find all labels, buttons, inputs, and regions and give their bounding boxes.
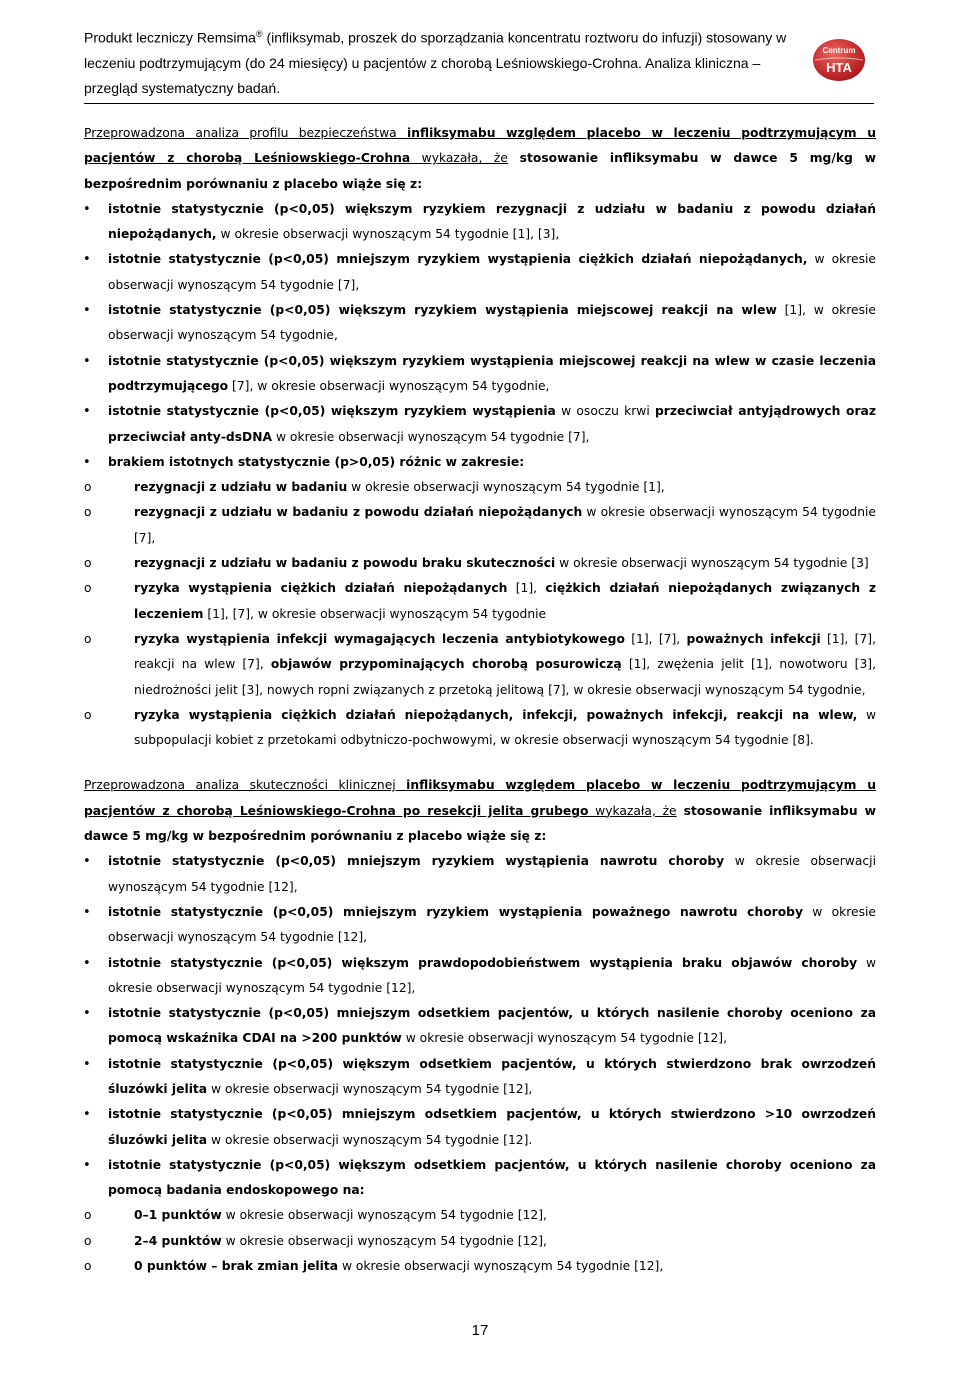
header-title: Produkt leczniczy Remsima bbox=[84, 29, 256, 46]
item-bold: objawów przypominających chorobą posurowiczą bbox=[270, 657, 622, 672]
item-bold: 0 punktów – brak zmian jelita bbox=[134, 1259, 339, 1274]
section2-intro bbox=[84, 773, 876, 849]
sub-list-item bbox=[84, 703, 876, 754]
item-bold: istotnie statystycznie (p<0,05) większym odsetkiem pacjentów, u których nasilenie choroby oceniono za pomocą badania endoskopowego na: bbox=[108, 1157, 876, 1198]
list-item bbox=[84, 951, 876, 1002]
sub-list-item bbox=[84, 1254, 876, 1279]
list-item bbox=[84, 1052, 876, 1103]
section1-list bbox=[84, 197, 876, 475]
item-bold: rezygnacji z udziału w badaniu z powodu działań niepożądanych bbox=[134, 505, 583, 520]
item-text: [7], w okresie obserwacji wynoszącym 54 tygodnie, bbox=[228, 378, 550, 393]
section2-list bbox=[84, 849, 876, 1203]
header-line-3: przegląd systematyczny badań. bbox=[84, 79, 281, 96]
list-item bbox=[84, 197, 876, 248]
item-bold: istotnie statystycznie (p<0,05) większym ryzykiem wystąpienia miejscowej reakcji na wlew w czasie leczenia podtrzymującego bbox=[108, 353, 876, 393]
list-item bbox=[84, 349, 876, 400]
item-text: w okresie obserwacji wynoszącym 54 tygodnie [12], bbox=[207, 1081, 533, 1096]
sub-list-item bbox=[84, 576, 876, 627]
registered-mark: ® bbox=[255, 29, 263, 39]
item-bold: istotnie statystycznie (p<0,05) większym odsetkiem pacjentów, u których stwierdzono brak owrzodzeń śluzówki jelita bbox=[108, 1056, 876, 1096]
item-bold: istotnie statystycznie (p<0,05) mniejszym odsetkiem pacjentów, u których stwierdzono >10 owrzodzeń śluzówki jelita bbox=[108, 1107, 876, 1147]
item-bold: ciężkich działań niepożądanych związanych z leczeniem bbox=[134, 581, 876, 621]
header-divider bbox=[84, 103, 874, 104]
item-text: w okresie obserwacji wynoszącym 54 tygodnie [12]. bbox=[207, 1132, 533, 1147]
item-text: [1], [7], reakcji na wlew [7], bbox=[134, 631, 876, 672]
item-text: w okresie obserwacji wynoszącym 54 tygodnie [12], bbox=[221, 1208, 547, 1223]
item-text: w subpopulacji kobiet z przetokami odbytniczo-pochwowymi, w okresie obserwacji wynoszącym 54 tygodnie [8]. bbox=[134, 707, 876, 748]
sub-list-item bbox=[84, 475, 876, 500]
centrum-hta-logo bbox=[812, 38, 866, 82]
item-bold: istotnie statystycznie (p<0,05) mniejszym odsetkiem pacjentów, u których nasilenie choroby oceniono za pomocą wskaźnika CDAI na >200 punktów bbox=[108, 1006, 876, 1046]
item-text: w osoczu krwi bbox=[555, 404, 655, 419]
logo-text-top: Centrum bbox=[822, 46, 856, 55]
item-bold: ryzyka wystąpienia ciężkich działań niepożądanych bbox=[134, 581, 508, 596]
section2-sublist bbox=[84, 1203, 876, 1279]
list-item bbox=[84, 298, 876, 349]
section1-intro-claim: stosowanie infliksymabu w dawce 5 mg/kg w bezpośrednim porównaniu z placebo wiąże się z: bbox=[84, 151, 876, 191]
item-text: w okresie obserwacji wynoszącym 54 tygodnie [12], bbox=[401, 1031, 728, 1046]
item-text: w okresie obserwacji wynoszącym 54 tygodnie [1], [3], bbox=[216, 227, 560, 242]
item-bold: istotnie statystycznie (p<0,05) mniejszym ryzykiem wystąpienia poważnego nawrotu choroby bbox=[108, 904, 803, 919]
document-body bbox=[84, 121, 876, 1279]
item-bold: 2–4 punktów bbox=[134, 1233, 222, 1248]
item-text: w okresie obserwacji wynoszącym 54 tygodnie [7], bbox=[272, 429, 590, 444]
item-bold: istotnie statystycznie (p<0,05) większym ryzykiem wystąpienia bbox=[108, 404, 556, 419]
item-bold: istotnie statystycznie (p<0,05) mniejszym ryzykiem wystąpienia nawrotu choroby bbox=[108, 854, 725, 869]
item-bold: rezygnacji z udziału w badaniu bbox=[134, 480, 348, 495]
section2-intro-lead: Przeprowadzona analiza skuteczności klinicznej bbox=[84, 778, 407, 793]
item-text: [1], [7], bbox=[624, 631, 687, 646]
section1-intro bbox=[84, 121, 876, 197]
item-bold: brakiem istotnych statystycznie (p>0,05) różnic w zakresie: bbox=[108, 454, 525, 469]
item-text: w okresie obserwacji wynoszącym 54 tygodnie [3] bbox=[555, 556, 869, 571]
page-number: 17 bbox=[471, 1322, 489, 1339]
item-text: w okresie obserwacji wynoszącym 54 tygodnie [12], bbox=[108, 904, 876, 945]
header-line-1 bbox=[84, 22, 804, 51]
item-bold: rezygnacji z udziału w badaniu z powodu braku skuteczności bbox=[134, 556, 556, 571]
section1-intro-verb: wykazała, że bbox=[410, 151, 508, 166]
list-item bbox=[84, 399, 876, 450]
item-text: [1], zwężenia jelit [1], nowotworu [3], niedrożności jelit [3], nowych ropni związanych z przetoką jelitową [7], w okresie obserwacji wynoszącym 54 tygodnie, bbox=[134, 657, 876, 697]
logo-text-bottom: HTA bbox=[826, 60, 852, 75]
list-item bbox=[84, 247, 876, 298]
section2-intro-claim: stosowanie infliksymabu w dawce 5 mg/kg w bezpośrednim porównaniu z placebo wiąże się z: bbox=[84, 803, 876, 844]
list-item bbox=[84, 450, 876, 475]
sub-list-item bbox=[84, 627, 876, 703]
sub-list-item bbox=[84, 500, 876, 551]
item-text: [1], [7], w okresie obserwacji wynoszącym 54 tygodnie bbox=[203, 606, 547, 621]
item-bold: istotnie statystycznie (p<0,05) mniejszym ryzykiem wystąpienia ciężkich działań niepożądanych, bbox=[108, 252, 808, 267]
header-title-cont: (infliksymab, proszek do sporządzania koncentratu roztworu do infuzji) stosowany w bbox=[262, 29, 787, 46]
item-bold: ryzyka wystąpienia ciężkich działań niepożądanych, infekcji, poważnych infekcji, reakcji na wlew, bbox=[134, 707, 858, 722]
item-bold: ryzyka wystąpienia infekcji wymagających leczenia antybiotykowego bbox=[134, 631, 625, 646]
page-header bbox=[84, 22, 804, 101]
item-text: w okresie obserwacji wynoszącym 54 tygodnie [1], bbox=[347, 480, 665, 495]
sub-list-item bbox=[84, 551, 876, 576]
item-bold: poważnych infekcji bbox=[686, 631, 821, 646]
item-bold: istotnie statystycznie (p<0,05) większym ryzykiem rezygnacji z udziału w badaniu z powodu działań niepożądanych, bbox=[108, 201, 876, 242]
item-text: w okresie obserwacji wynoszącym 54 tygodnie [7], bbox=[134, 505, 876, 545]
section-spacer bbox=[84, 753, 876, 773]
item-bold: istotnie statystycznie (p<0,05) większym ryzykiem wystąpienia miejscowej reakcji na wlew bbox=[108, 303, 777, 318]
item-text: w okresie obserwacji wynoszącym 54 tygodnie [12], bbox=[108, 854, 876, 894]
sub-list-item bbox=[84, 1203, 876, 1228]
item-bold: 0–1 punktów bbox=[134, 1208, 222, 1223]
item-bold: przeciwciał antyjądrowych oraz przeciwciał anty-dsDNA bbox=[108, 404, 876, 444]
list-item bbox=[84, 849, 876, 900]
item-text: [1], w okresie obserwacji wynoszącym 54 tygodnie, bbox=[108, 303, 876, 343]
item-text: w okresie obserwacji wynoszącym 54 tygodnie [7], bbox=[108, 252, 876, 292]
header-line-2: leczeniu podtrzymującym (do 24 miesięcy) u pacjentów z chorobą Leśniowskiego-Crohna. Analiza kliniczna – bbox=[84, 54, 761, 71]
list-item bbox=[84, 900, 876, 951]
item-text: w okresie obserwacji wynoszącym 54 tygodnie [12], bbox=[108, 955, 877, 995]
item-text: [1], bbox=[507, 581, 546, 596]
list-item bbox=[84, 1153, 876, 1204]
section2-intro-verb: wykazała, że bbox=[588, 803, 677, 818]
list-item bbox=[84, 1102, 876, 1153]
item-text: w okresie obserwacji wynoszącym 54 tygodnie [12], bbox=[338, 1259, 664, 1274]
section1-intro-subject: infliksymabu względem placebo w leczeniu podtrzymującym u pacjentów z chorobą Leśniowskiego-Crohna bbox=[84, 126, 876, 166]
section1-sublist bbox=[84, 475, 876, 753]
list-item bbox=[84, 1001, 876, 1052]
item-bold: istotnie statystycznie (p<0,05) większym prawdopodobieństwem wystąpienia braku objawów choroby bbox=[108, 955, 858, 970]
item-text: w okresie obserwacji wynoszącym 54 tygodnie [12], bbox=[221, 1233, 547, 1248]
sub-list-item bbox=[84, 1229, 876, 1254]
section2-intro-subject: infliksymabu względem placebo w leczeniu podtrzymującym u pacjentów z chorobą Leśniowskiego-Crohna po resekcji jelita grubego bbox=[84, 778, 876, 818]
section1-intro-lead: Przeprowadzona analiza profilu bezpieczeństwa bbox=[84, 126, 407, 140]
